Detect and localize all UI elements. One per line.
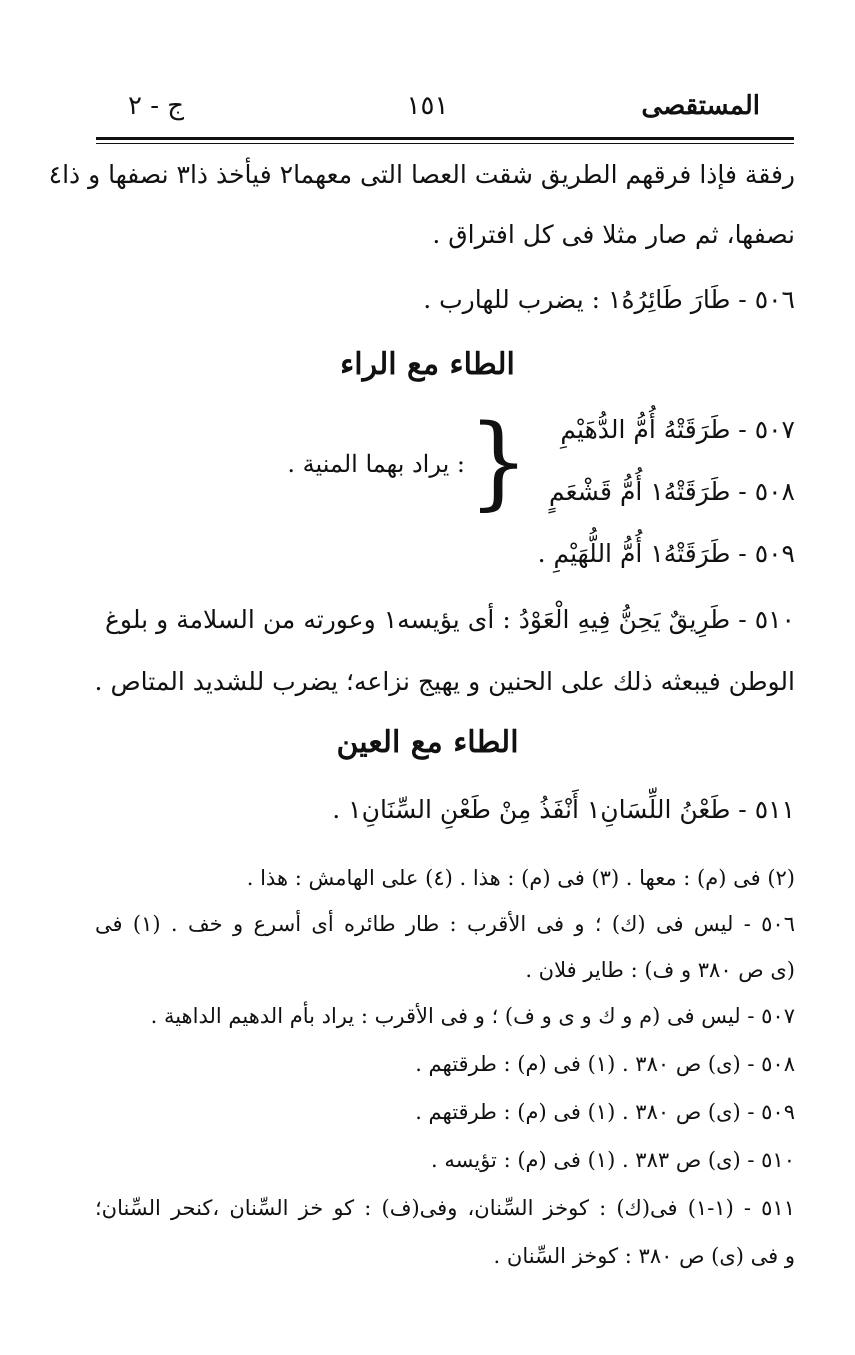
brace-note: : يراد بهما المنية .: [287, 450, 465, 478]
entry-510: ٥١٠ - طَرِيقٌ يَحِنُّ فِيهِ الْعَوْدُ : أى يؤيسه١ وعورته من السلامة و بلوغ: [105, 605, 795, 634]
page-number: ١٥١: [406, 91, 449, 121]
header-rule-thick: [96, 137, 794, 140]
footnote-line: (ى ص ٣٨٠ و ف) : طاير فلان .: [525, 958, 795, 982]
footnote-line: ٥٠٩ - (ى) ص ٣٨٠ . (١) فى (م) : طرقتهم .: [415, 1100, 795, 1124]
paragraph-line: نصفها، ثم صار مثلا فى كل افتراق .: [432, 220, 795, 249]
paragraph-line: رفقة فإذا فرقهم الطريق شقت العصا التى معهما٢ فيأخذ ذا٣ نصفها و ذا٤: [48, 160, 795, 189]
running-title: المستقصى: [641, 91, 760, 121]
volume-marker: ج - ٢: [128, 91, 185, 121]
footnote-line: ٥٠٦ - ليس فى (ك) ؛ و فى الأقرب : طار طائره أى أسرع و خف . (١) فى: [95, 912, 795, 936]
footnote-line: (٢) فى (م) : معها . (٣) فى (م) : هذا . (٤) على الهامش : هذا .: [246, 866, 795, 890]
entry-509: ٥٠٩ - طَرَقَتْهُ١ أُمُّ اللُّهَيْمِ .: [537, 539, 795, 568]
brace-symbol: }: [468, 403, 530, 521]
entry-507: ٥٠٧ - طَرَقَتْهُ أُمُّ الدُّهَيْمِ: [560, 415, 795, 444]
entry-508: ٥٠٨ - طَرَقَتْهُ١ أُمُّ قَشْعَمٍ: [549, 477, 795, 506]
section-heading: الطاء مع الراء: [340, 347, 515, 382]
entry-506: ٥٠٦ - طَارَ طَائِرُهُ١ : يضرب للهارب .: [423, 285, 795, 314]
entry-510-cont: الوطن فيبعثه ذلك على الحنين و يهيج نزاعه؛ يضرب للشديد المتاص .: [94, 667, 795, 696]
footnote-line: ٥١١ - (١-١) فى(ك) : كوخز السِّنان، وفى(ف) : كو خز السِّنان ،كنحر السِّنان؛: [95, 1196, 795, 1220]
entry-511: ٥١١ - طَعْنُ اللِّسَانِ١ أَنْفَذُ مِنْ طَعْنِ السِّنَانِ١ .: [332, 795, 795, 824]
footnote-line: و فى (ى) ص ٣٨٠ : كوخز السِّنان .: [493, 1244, 795, 1268]
section-heading: الطاء مع العين: [336, 725, 519, 760]
footnote-line: ٥١٠ - (ى) ص ٣٨٣ . (١) فى (م) : تؤيسه .: [431, 1148, 795, 1172]
header-rule-thin: [96, 143, 794, 144]
footnote-line: ٥٠٨ - (ى) ص ٣٨٠ . (١) فى (م) : طرقتهم .: [415, 1052, 795, 1076]
footnote-line: ٥٠٧ - ليس فى (م و ك و ى و ف) ؛ و فى الأقرب : يراد بأم الدهيم الداهية .: [150, 1004, 795, 1028]
